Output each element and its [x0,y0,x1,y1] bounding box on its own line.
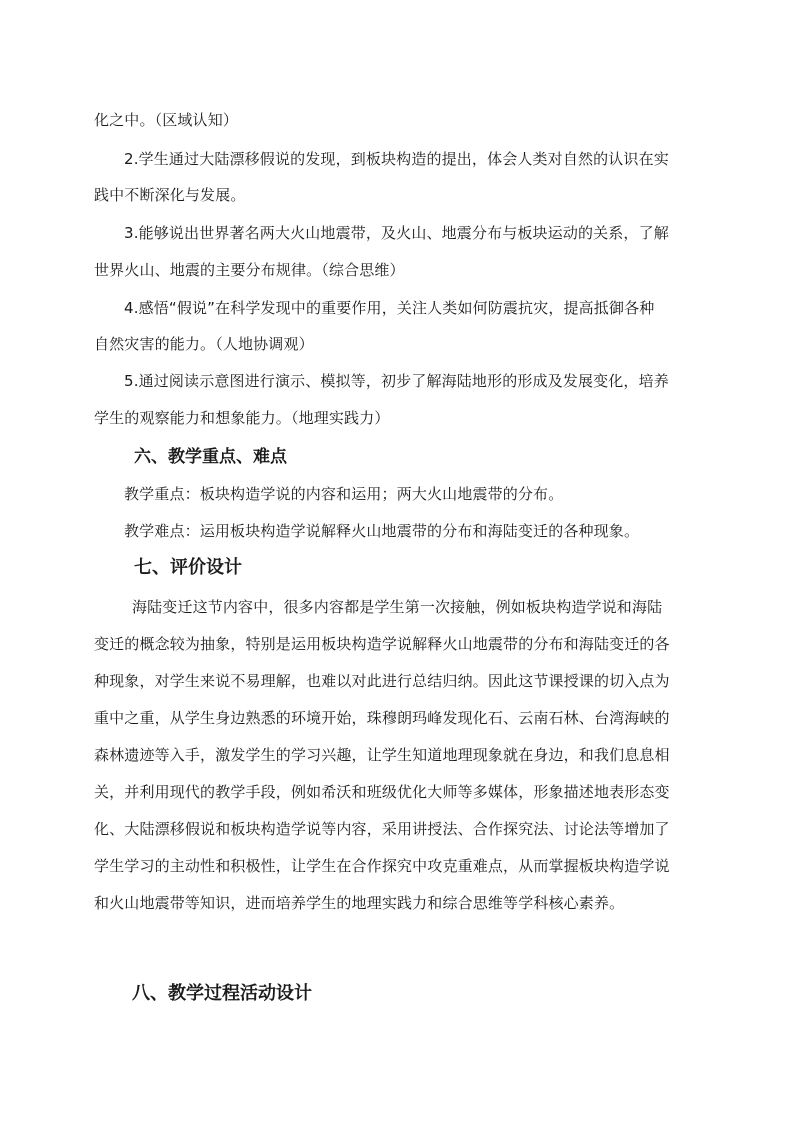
paragraph-line: 关，并利用现代的教学手段，例如希沃和班级优化大师等多媒体，形象描述地表形态变 [94,783,670,801]
paragraph-line: 自然灾害的能力。（人地协调观） [94,335,314,353]
paragraph-line: 4.感悟“假说”在科学发现中的重要作用，关注人类如何防震抗灾，提高抵御各种 [124,299,655,317]
paragraph-line: 践中不断深化与发展。 [94,186,246,204]
paragraph-line: 海陆变迁这节内容中，很多内容都是学生第一次接触，例如板块构造学说和海陆 [132,598,663,616]
paragraph-line: 化之中。（区域认知） [94,111,239,129]
paragraph-line: 2.学生通过大陆漂移假说的发现，到板块构造的提出，体会人类对自然的认识在实 [124,150,669,168]
paragraph-line: 世界火山、地震的主要分布规律。（综合思维） [94,261,405,279]
section-heading: 八、教学过程活动设计 [132,983,312,1004]
paragraph-line: 重中之重，从学生身边熟悉的环境开始，珠穆朗玛峰发现化石、云南石林、台湾海峡的 [94,709,670,727]
paragraph-line: 森林遗迹等入手，激发学生的学习兴趣，让学生知道地理现象就在身边，和我们息息相 [94,746,670,764]
paragraph-line: 变迁的概念较为抽象，特别是运用板块构造学说解释火山地震带的分布和海陆变迁的各 [94,635,670,653]
paragraph-line: 化、大陆漂移假说和板块构造学说等内容，采用讲授法、合作探究法、讨论法等增加了 [94,820,670,838]
section-heading: 七、评价设计 [134,557,242,578]
paragraph-line: 3.能够说出世界著名两大火山地震带，及火山、地震分布与板块运动的关系，了解 [124,224,669,242]
difficult-point-text: 教学难点：运用板块构造学说解释火山地震带的分布和海陆变迁的各种现象。 [124,522,640,540]
paragraph-line: 学生学习的主动性和积极性，让学生在合作探究中攻克重难点，从而掌握板块构造学说 [94,857,670,875]
paragraph-line: 种现象，对学生来说不易理解，也难以对此进行总结归纳。因此这节课授课的切入点为 [94,672,670,690]
paragraph-line: 和火山地震带等知识，进而培养学生的地理实践力和综合思维等学科核心素养。 [94,894,625,912]
paragraph-line: 5.通过阅读示意图进行演示、模拟等，初步了解海陆地形的形成及发展变化，培养 [124,372,669,390]
key-point-text: 教学重点：板块构造学说的内容和运用；两大火山地震带的分布。 [124,485,564,503]
paragraph-line: 学生的观察能力和想象能力。（地理实践力） [94,409,390,427]
section-heading: 六、教学重点、难点 [134,447,287,467]
